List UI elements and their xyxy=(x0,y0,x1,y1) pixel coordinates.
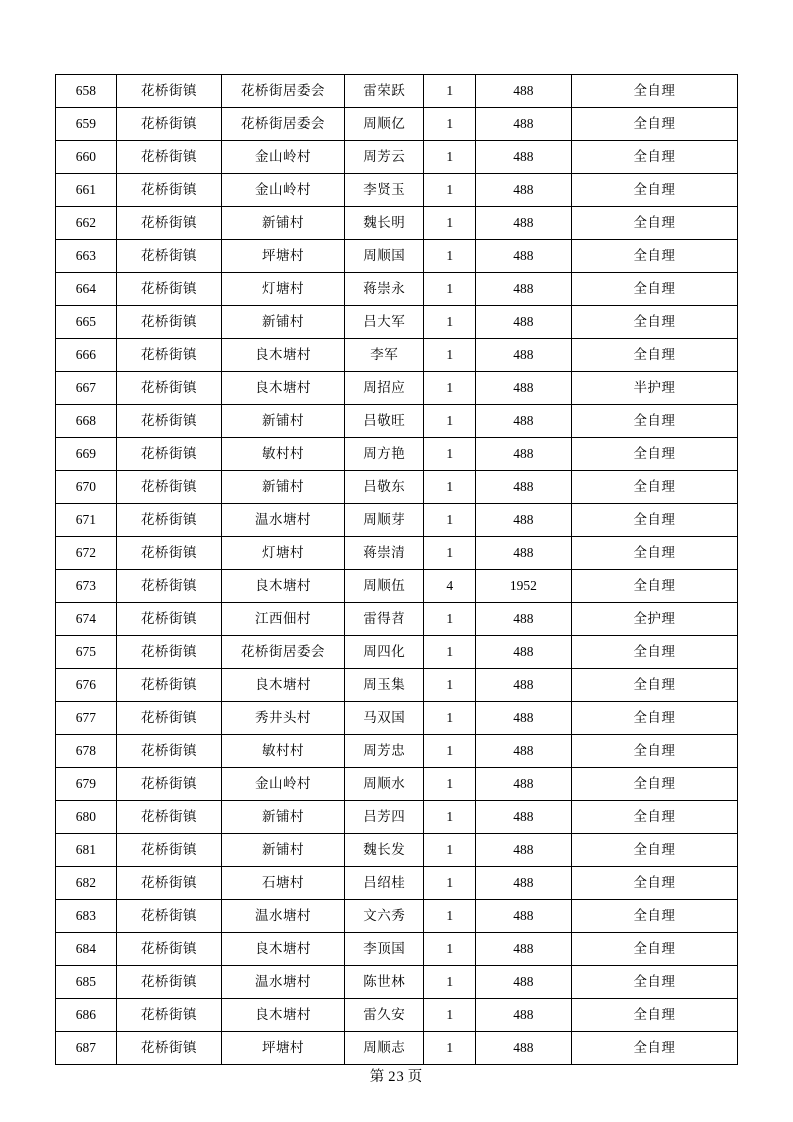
cell-care-type: 全自理 xyxy=(571,999,737,1032)
cell-count: 1 xyxy=(424,240,475,273)
cell-amount: 488 xyxy=(475,966,571,999)
cell-village: 花桥街居委会 xyxy=(222,636,345,669)
cell-village: 良木塘村 xyxy=(222,339,345,372)
cell-count: 1 xyxy=(424,339,475,372)
cell-name: 李顶国 xyxy=(344,933,424,966)
cell-village: 新铺村 xyxy=(222,471,345,504)
cell-seq: 673 xyxy=(56,570,117,603)
cell-village: 花桥街居委会 xyxy=(222,108,345,141)
cell-count: 1 xyxy=(424,768,475,801)
cell-seq: 685 xyxy=(56,966,117,999)
cell-count: 1 xyxy=(424,669,475,702)
cell-town: 花桥街镇 xyxy=(116,438,221,471)
table-row xyxy=(56,669,738,702)
cell-count: 1 xyxy=(424,405,475,438)
cell-care-type: 全自理 xyxy=(571,471,737,504)
cell-town: 花桥街镇 xyxy=(116,735,221,768)
cell-care-type: 全自理 xyxy=(571,405,737,438)
cell-village: 金山岭村 xyxy=(222,768,345,801)
cell-count: 4 xyxy=(424,570,475,603)
cell-town: 花桥街镇 xyxy=(116,504,221,537)
cell-village: 江西佃村 xyxy=(222,603,345,636)
table-row xyxy=(56,867,738,900)
footer-prefix: 第 xyxy=(369,1069,386,1085)
cell-village: 秀井头村 xyxy=(222,702,345,735)
cell-care-type: 全自理 xyxy=(571,75,737,108)
cell-amount: 488 xyxy=(475,240,571,273)
cell-village: 新铺村 xyxy=(222,405,345,438)
cell-care-type: 全护理 xyxy=(571,603,737,636)
table-row xyxy=(56,240,738,273)
cell-town: 花桥街镇 xyxy=(116,372,221,405)
cell-town: 花桥街镇 xyxy=(116,471,221,504)
cell-count: 1 xyxy=(424,966,475,999)
cell-care-type: 全自理 xyxy=(571,570,737,603)
cell-name: 吕绍桂 xyxy=(344,867,424,900)
cell-count: 1 xyxy=(424,75,475,108)
cell-town: 花桥街镇 xyxy=(116,669,221,702)
cell-amount: 488 xyxy=(475,471,571,504)
cell-care-type: 全自理 xyxy=(571,933,737,966)
cell-name: 陈世林 xyxy=(344,966,424,999)
cell-count: 1 xyxy=(424,174,475,207)
cell-care-type: 全自理 xyxy=(571,240,737,273)
cell-name: 周顺亿 xyxy=(344,108,424,141)
cell-amount: 488 xyxy=(475,999,571,1032)
cell-amount: 488 xyxy=(475,372,571,405)
cell-name: 周芳忠 xyxy=(344,735,424,768)
cell-count: 1 xyxy=(424,867,475,900)
cell-count: 1 xyxy=(424,306,475,339)
cell-count: 1 xyxy=(424,636,475,669)
table-row xyxy=(56,273,738,306)
cell-village: 敏村村 xyxy=(222,735,345,768)
cell-amount: 488 xyxy=(475,207,571,240)
cell-name: 周顺志 xyxy=(344,1032,424,1065)
cell-name: 李军 xyxy=(344,339,424,372)
cell-town: 花桥街镇 xyxy=(116,702,221,735)
table-row xyxy=(56,603,738,636)
table-row xyxy=(56,966,738,999)
cell-name: 周方艳 xyxy=(344,438,424,471)
cell-count: 1 xyxy=(424,537,475,570)
cell-village: 温水塘村 xyxy=(222,900,345,933)
cell-amount: 488 xyxy=(475,108,571,141)
table-row xyxy=(56,471,738,504)
cell-amount: 488 xyxy=(475,438,571,471)
cell-town: 花桥街镇 xyxy=(116,339,221,372)
cell-amount: 488 xyxy=(475,75,571,108)
table-body xyxy=(56,75,738,1065)
table-row xyxy=(56,570,738,603)
cell-name: 周招应 xyxy=(344,372,424,405)
cell-care-type: 全自理 xyxy=(571,174,737,207)
table-row xyxy=(56,537,738,570)
cell-seq: 675 xyxy=(56,636,117,669)
cell-seq: 671 xyxy=(56,504,117,537)
cell-amount: 488 xyxy=(475,768,571,801)
cell-name: 周顺水 xyxy=(344,768,424,801)
cell-town: 花桥街镇 xyxy=(116,834,221,867)
cell-town: 花桥街镇 xyxy=(116,174,221,207)
cell-count: 1 xyxy=(424,273,475,306)
footer-page-number: 23 xyxy=(388,1069,405,1085)
cell-seq: 682 xyxy=(56,867,117,900)
cell-town: 花桥街镇 xyxy=(116,306,221,339)
cell-care-type: 全自理 xyxy=(571,141,737,174)
cell-seq: 684 xyxy=(56,933,117,966)
cell-care-type: 全自理 xyxy=(571,867,737,900)
cell-village: 金山岭村 xyxy=(222,141,345,174)
cell-town: 花桥街镇 xyxy=(116,405,221,438)
cell-town: 花桥街镇 xyxy=(116,801,221,834)
cell-amount: 1952 xyxy=(475,570,571,603)
cell-name: 李贤玉 xyxy=(344,174,424,207)
cell-count: 1 xyxy=(424,1032,475,1065)
cell-count: 1 xyxy=(424,603,475,636)
cell-care-type: 全自理 xyxy=(571,537,737,570)
cell-name: 周顺国 xyxy=(344,240,424,273)
cell-seq: 676 xyxy=(56,669,117,702)
cell-amount: 488 xyxy=(475,537,571,570)
cell-amount: 488 xyxy=(475,702,571,735)
cell-seq: 658 xyxy=(56,75,117,108)
cell-seq: 667 xyxy=(56,372,117,405)
cell-amount: 488 xyxy=(475,504,571,537)
cell-town: 花桥街镇 xyxy=(116,603,221,636)
cell-name: 吕芳四 xyxy=(344,801,424,834)
cell-name: 雷得苕 xyxy=(344,603,424,636)
cell-care-type: 全自理 xyxy=(571,702,737,735)
page-footer xyxy=(0,1065,793,1086)
cell-count: 1 xyxy=(424,933,475,966)
cell-name: 吕敬旺 xyxy=(344,405,424,438)
table-row xyxy=(56,108,738,141)
cell-name: 魏长明 xyxy=(344,207,424,240)
cell-care-type: 全自理 xyxy=(571,768,737,801)
table-row xyxy=(56,636,738,669)
cell-town: 花桥街镇 xyxy=(116,75,221,108)
table-row xyxy=(56,801,738,834)
cell-town: 花桥街镇 xyxy=(116,537,221,570)
cell-town: 花桥街镇 xyxy=(116,867,221,900)
cell-seq: 674 xyxy=(56,603,117,636)
cell-village: 新铺村 xyxy=(222,801,345,834)
cell-care-type: 半护理 xyxy=(571,372,737,405)
cell-name: 周芳云 xyxy=(344,141,424,174)
cell-amount: 488 xyxy=(475,735,571,768)
cell-count: 1 xyxy=(424,471,475,504)
cell-town: 花桥街镇 xyxy=(116,933,221,966)
cell-village: 新铺村 xyxy=(222,306,345,339)
cell-town: 花桥街镇 xyxy=(116,141,221,174)
cell-village: 良木塘村 xyxy=(222,570,345,603)
cell-name: 周顺芽 xyxy=(344,504,424,537)
cell-count: 1 xyxy=(424,900,475,933)
cell-village: 花桥街居委会 xyxy=(222,75,345,108)
cell-name: 周玉集 xyxy=(344,669,424,702)
cell-village: 温水塘村 xyxy=(222,966,345,999)
cell-village: 温水塘村 xyxy=(222,504,345,537)
table-row xyxy=(56,1032,738,1065)
cell-count: 1 xyxy=(424,801,475,834)
cell-village: 良木塘村 xyxy=(222,669,345,702)
cell-town: 花桥街镇 xyxy=(116,1032,221,1065)
cell-care-type: 全自理 xyxy=(571,636,737,669)
cell-amount: 488 xyxy=(475,141,571,174)
cell-amount: 488 xyxy=(475,801,571,834)
cell-count: 1 xyxy=(424,999,475,1032)
cell-care-type: 全自理 xyxy=(571,966,737,999)
cell-seq: 687 xyxy=(56,1032,117,1065)
cell-seq: 660 xyxy=(56,141,117,174)
cell-village: 敏村村 xyxy=(222,438,345,471)
cell-count: 1 xyxy=(424,735,475,768)
cell-seq: 686 xyxy=(56,999,117,1032)
table-row xyxy=(56,75,738,108)
cell-town: 花桥街镇 xyxy=(116,240,221,273)
cell-amount: 488 xyxy=(475,900,571,933)
cell-count: 1 xyxy=(424,207,475,240)
beneficiary-table xyxy=(55,74,738,1065)
cell-village: 石塘村 xyxy=(222,867,345,900)
table-row xyxy=(56,999,738,1032)
cell-seq: 680 xyxy=(56,801,117,834)
cell-amount: 488 xyxy=(475,669,571,702)
cell-amount: 488 xyxy=(475,603,571,636)
cell-town: 花桥街镇 xyxy=(116,999,221,1032)
cell-town: 花桥街镇 xyxy=(116,966,221,999)
table-row xyxy=(56,438,738,471)
table-row xyxy=(56,834,738,867)
cell-amount: 488 xyxy=(475,273,571,306)
cell-amount: 488 xyxy=(475,405,571,438)
cell-seq: 670 xyxy=(56,471,117,504)
cell-count: 1 xyxy=(424,504,475,537)
cell-amount: 488 xyxy=(475,636,571,669)
cell-village: 灯塘村 xyxy=(222,273,345,306)
cell-name: 周顺伍 xyxy=(344,570,424,603)
table-row xyxy=(56,933,738,966)
table-row xyxy=(56,504,738,537)
cell-count: 1 xyxy=(424,834,475,867)
cell-village: 坪塘村 xyxy=(222,1032,345,1065)
cell-name: 蒋崇清 xyxy=(344,537,424,570)
table-row xyxy=(56,141,738,174)
cell-count: 1 xyxy=(424,372,475,405)
cell-name: 蒋崇永 xyxy=(344,273,424,306)
cell-village: 良木塘村 xyxy=(222,372,345,405)
table-row xyxy=(56,372,738,405)
cell-village: 良木塘村 xyxy=(222,933,345,966)
cell-care-type: 全自理 xyxy=(571,438,737,471)
cell-town: 花桥街镇 xyxy=(116,108,221,141)
cell-seq: 669 xyxy=(56,438,117,471)
cell-name: 魏长发 xyxy=(344,834,424,867)
cell-care-type: 全自理 xyxy=(571,900,737,933)
cell-town: 花桥街镇 xyxy=(116,207,221,240)
cell-care-type: 全自理 xyxy=(571,834,737,867)
table-row xyxy=(56,735,738,768)
cell-seq: 659 xyxy=(56,108,117,141)
cell-care-type: 全自理 xyxy=(571,735,737,768)
cell-seq: 661 xyxy=(56,174,117,207)
cell-seq: 672 xyxy=(56,537,117,570)
cell-village: 坪塘村 xyxy=(222,240,345,273)
cell-town: 花桥街镇 xyxy=(116,900,221,933)
cell-seq: 679 xyxy=(56,768,117,801)
cell-name: 雷荣跃 xyxy=(344,75,424,108)
cell-care-type: 全自理 xyxy=(571,108,737,141)
cell-village: 金山岭村 xyxy=(222,174,345,207)
cell-seq: 664 xyxy=(56,273,117,306)
cell-village: 灯塘村 xyxy=(222,537,345,570)
cell-care-type: 全自理 xyxy=(571,339,737,372)
cell-care-type: 全自理 xyxy=(571,306,737,339)
table-row xyxy=(56,339,738,372)
cell-care-type: 全自理 xyxy=(571,504,737,537)
table-row xyxy=(56,900,738,933)
cell-seq: 668 xyxy=(56,405,117,438)
table-row xyxy=(56,207,738,240)
cell-name: 马双国 xyxy=(344,702,424,735)
cell-town: 花桥街镇 xyxy=(116,570,221,603)
cell-seq: 683 xyxy=(56,900,117,933)
cell-care-type: 全自理 xyxy=(571,801,737,834)
cell-amount: 488 xyxy=(475,933,571,966)
cell-amount: 488 xyxy=(475,1032,571,1065)
table-row xyxy=(56,174,738,207)
cell-seq: 662 xyxy=(56,207,117,240)
cell-name: 吕敬东 xyxy=(344,471,424,504)
cell-care-type: 全自理 xyxy=(571,207,737,240)
cell-town: 花桥街镇 xyxy=(116,768,221,801)
cell-seq: 665 xyxy=(56,306,117,339)
cell-care-type: 全自理 xyxy=(571,273,737,306)
cell-amount: 488 xyxy=(475,339,571,372)
cell-seq: 678 xyxy=(56,735,117,768)
cell-seq: 666 xyxy=(56,339,117,372)
table-row xyxy=(56,768,738,801)
cell-town: 花桥街镇 xyxy=(116,636,221,669)
table-row xyxy=(56,702,738,735)
table-row xyxy=(56,306,738,339)
cell-village: 新铺村 xyxy=(222,834,345,867)
footer-suffix: 页 xyxy=(407,1069,424,1085)
cell-care-type: 全自理 xyxy=(571,1032,737,1065)
cell-seq: 663 xyxy=(56,240,117,273)
cell-count: 1 xyxy=(424,141,475,174)
cell-amount: 488 xyxy=(475,306,571,339)
cell-name: 周四化 xyxy=(344,636,424,669)
cell-amount: 488 xyxy=(475,834,571,867)
cell-count: 1 xyxy=(424,438,475,471)
cell-town: 花桥街镇 xyxy=(116,273,221,306)
cell-seq: 681 xyxy=(56,834,117,867)
cell-name: 雷久安 xyxy=(344,999,424,1032)
cell-name: 文六秀 xyxy=(344,900,424,933)
cell-count: 1 xyxy=(424,702,475,735)
table-row xyxy=(56,405,738,438)
cell-amount: 488 xyxy=(475,174,571,207)
cell-count: 1 xyxy=(424,108,475,141)
cell-seq: 677 xyxy=(56,702,117,735)
cell-village: 良木塘村 xyxy=(222,999,345,1032)
cell-name: 吕大军 xyxy=(344,306,424,339)
cell-amount: 488 xyxy=(475,867,571,900)
cell-village: 新铺村 xyxy=(222,207,345,240)
cell-care-type: 全自理 xyxy=(571,669,737,702)
